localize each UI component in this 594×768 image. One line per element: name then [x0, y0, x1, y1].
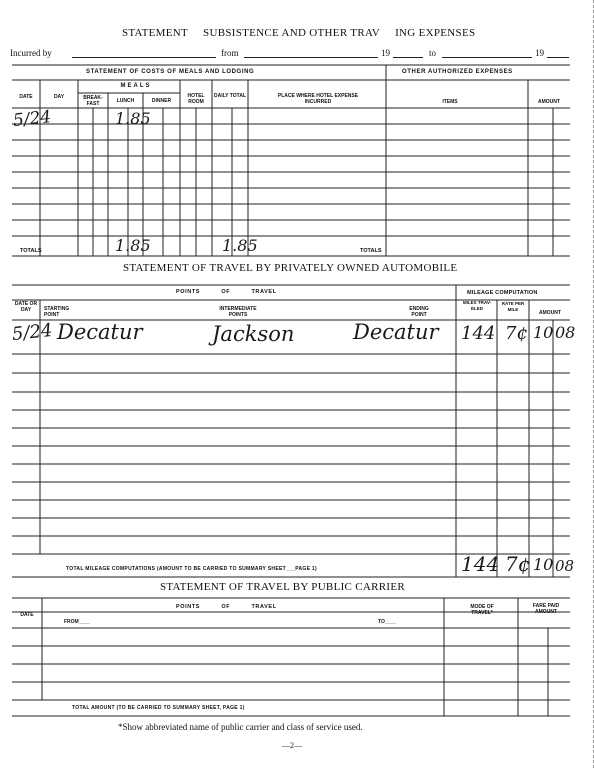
totals-lunch[interactable]: 1.85 [115, 236, 151, 255]
auto-row1-amount-dollars[interactable]: 10 [533, 323, 554, 342]
auto-total-rate[interactable]: 7¢ [505, 552, 531, 576]
form-title: STATEMENT SUBSISTENCE AND OTHER TRAV ING EXPENSES [122, 27, 476, 39]
auto-total-amount-cents[interactable]: 08 [555, 557, 575, 575]
auto-total-label: TOTAL MILEAGE COMPUTATIONS (AMOUNT TO BE CARRIED TO SUMMARY SHEET___PAGE 1) [66, 566, 317, 572]
auto-row1-end[interactable]: Decatur [353, 320, 439, 344]
col-dinner-header: DINNER [151, 98, 172, 104]
col-date-header: DATE [19, 94, 33, 100]
col-amount-header: AMOUNT [538, 99, 560, 105]
col-hotel-header: HOTEL ROOM [187, 93, 205, 105]
totals-daily[interactable]: 1.85 [222, 236, 258, 255]
col-place-header: PLACE WHERE HOTEL EXPENSE INCURRED [277, 93, 359, 105]
year-label-b: 19 [535, 48, 544, 58]
year-label-a: 19 [381, 48, 390, 58]
auto-section-title: STATEMENT OF TRAVEL BY PRIVATELY OWNED AUTOMOBILE [123, 262, 458, 274]
auto-row1-amount-cents[interactable]: 08 [555, 323, 576, 342]
auto-col-miles: MILES TRAV-ELED [462, 300, 492, 311]
auto-points-of-travel: POINTS OF TRAVEL [176, 289, 277, 295]
auto-row1-intermediate[interactable]: Jackson [212, 322, 295, 346]
auto-row1-rate[interactable]: 7¢ [505, 323, 528, 344]
auto-row1-start[interactable]: Decatur [57, 320, 143, 344]
auto-total-miles[interactable]: 144 [461, 552, 500, 576]
carrier-total-label: TOTAL AMOUNT (TO BE CARRIED TO SUMMARY SHEET, PAGE 1) [72, 705, 245, 711]
col-breakfast-header: BREAK-FAST [83, 95, 103, 107]
carrier-col-date: DATE [20, 612, 34, 618]
auto-col-intermediate: INTERMEDIATE POINTS [219, 306, 257, 318]
meals-row1-date[interactable]: 5/24 [12, 107, 53, 131]
carrier-col-fare: FARE PAID AMOUNT [532, 603, 560, 615]
other-expenses-header: OTHER AUTHORIZED EXPENSES [402, 69, 513, 75]
carrier-from-label: FROM____ [64, 619, 90, 625]
mileage-computation-header: MILEAGE COMPUTATION [467, 290, 538, 296]
col-items-header: ITEMS [442, 99, 458, 105]
col-lunch-header: LUNCH [116, 98, 135, 104]
carrier-points-of-travel: POINTS OF TRAVEL [176, 604, 277, 610]
auto-col-date: DATE OR DAY [14, 301, 38, 313]
carrier-col-mode: MODE OF TRAVEL* [470, 604, 494, 616]
to-label: to [429, 48, 437, 58]
totals-left-label: TOTALS [20, 248, 42, 254]
auto-row1-miles[interactable]: 144 [461, 323, 496, 344]
auto-col-starting: STARTING POINT [44, 306, 70, 318]
col-daily-header: DAILY TOTAL [213, 93, 247, 99]
auto-row1-date[interactable]: 5/24 [11, 319, 54, 346]
carrier-section-title: STATEMENT OF TRAVEL BY PUBLIC CARRIER [160, 581, 406, 593]
footnote: *Show abbreviated name of public carrier and class of service used. [118, 722, 363, 732]
carrier-to-label: TO____ [378, 619, 396, 625]
page-number: —2— [282, 741, 302, 750]
auto-col-rate: RATE PER MILE [501, 301, 525, 312]
meals-group-header: MEALS [120, 83, 152, 89]
from-label: from [221, 48, 239, 58]
auto-col-ending: ENDING POINT [409, 306, 429, 318]
auto-col-amount: AMOUNT [539, 310, 561, 316]
incurred-by-label: Incurred by [10, 48, 52, 58]
col-day-header: DAY [53, 94, 65, 100]
auto-total-amount-dollars[interactable]: 10 [533, 555, 554, 574]
meals-lodging-header: STATEMENT OF COSTS OF MEALS AND LODGING [86, 69, 255, 75]
totals-right-label: TOTALS [360, 248, 382, 254]
meals-row1-lunch[interactable]: 1.85 [115, 109, 151, 128]
